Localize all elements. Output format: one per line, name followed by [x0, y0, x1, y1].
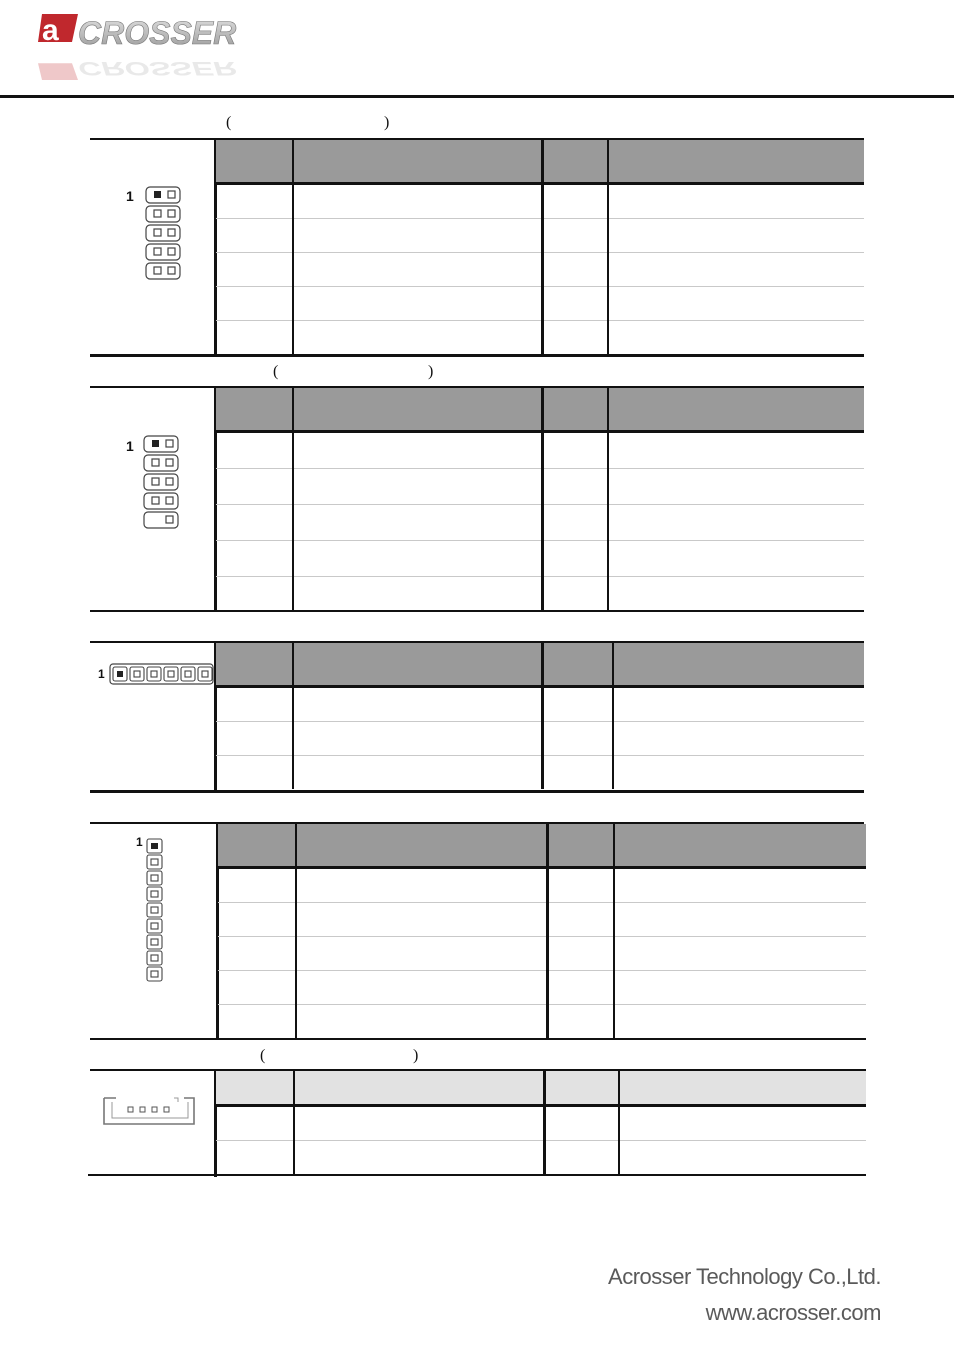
- table-row: [216, 1106, 866, 1141]
- table-row: [218, 971, 866, 1005]
- section-bottom-rule: [90, 790, 864, 793]
- pin-table: [218, 824, 866, 1038]
- table-row: [216, 321, 864, 355]
- wafer-connector-4pin-icon: [102, 1094, 198, 1128]
- section-bottom-rule: [90, 354, 864, 357]
- company-name: Acrosser Technology Co.,Ltd.: [608, 1264, 881, 1289]
- table-row: [216, 287, 864, 321]
- header-rule: [0, 95, 954, 98]
- table-row: [216, 219, 864, 253]
- paren-open: (: [226, 114, 232, 131]
- table-row: [216, 253, 864, 287]
- table-row: [216, 469, 864, 505]
- pin-header-1x6-icon: [109, 663, 215, 685]
- pin1-label: 1: [98, 667, 105, 681]
- section-bottom-rule: [88, 1174, 866, 1176]
- company-website[interactable]: www.acrosser.com: [705, 1300, 881, 1325]
- pin-table: [216, 140, 864, 354]
- section-bottom-rule: [90, 1038, 866, 1040]
- table-row: [216, 1141, 866, 1175]
- table-row: [216, 687, 864, 722]
- table-row: [216, 577, 864, 613]
- pin-table: [216, 1071, 866, 1174]
- pin-table: [216, 643, 864, 789]
- table-row: [216, 184, 864, 219]
- paren-close: ): [428, 363, 434, 380]
- pin1-label: 1: [126, 188, 134, 204]
- pin-header-2x5-icon: [144, 185, 184, 283]
- pin1-label: 1: [126, 438, 134, 454]
- table-row: [218, 937, 866, 971]
- table-row: [216, 505, 864, 541]
- svg-text:CROSSER: CROSSER: [78, 57, 237, 80]
- paren-open: (: [260, 1047, 266, 1064]
- paren-close: ): [384, 114, 390, 131]
- pin-header-2x5-keyed-icon: [142, 434, 182, 534]
- paren-open: (: [273, 363, 279, 380]
- svg-text:a: a: [42, 14, 59, 47]
- table-row: [216, 541, 864, 577]
- paren-close: ): [413, 1047, 419, 1064]
- pin-header-1x9-icon: [145, 837, 165, 987]
- pin-table: [216, 388, 864, 612]
- table-row: [216, 722, 864, 756]
- table-row: [216, 432, 864, 469]
- table-row: [218, 903, 866, 937]
- acrosser-logo: [38, 14, 308, 80]
- table-row: [216, 756, 864, 790]
- pin1-label: 1: [136, 835, 143, 849]
- svg-text:CROSSER: CROSSER: [78, 15, 237, 51]
- table-row: [218, 868, 866, 903]
- table-row: [218, 1005, 866, 1039]
